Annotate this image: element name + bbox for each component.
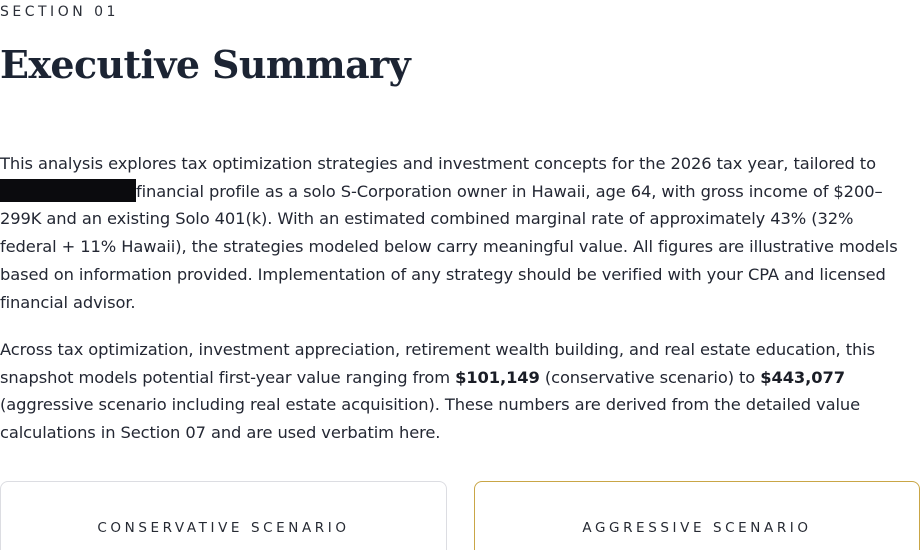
value-text-start: Across tax optimization, investment appreciation, retirement wealth building, and real estate education, this snapshot models potential first-year value ranging from xyxy=(0,340,876,387)
conservative-value: $101,149 xyxy=(455,367,540,387)
aggressive-scenario-card xyxy=(474,481,920,550)
aggressive-value: $443,077 xyxy=(760,367,845,387)
intro-text-start: This analysis explores tax optimization strategies and investment concepts for the 2026 tax year, tailored to xyxy=(0,154,876,173)
intro-paragraph xyxy=(0,150,912,316)
conservative-scenario-label: CONSERVATIVE SCENARIO xyxy=(97,520,350,536)
redacted-name xyxy=(0,179,136,202)
value-text-end: (aggressive scenario including real estate acquisition). These numbers are derived from the detailed value calculations in Section 07 and are used verbatim here. xyxy=(0,395,861,443)
value-paragraph xyxy=(0,336,912,447)
page-title: Executive Summary xyxy=(0,42,411,87)
intro-text-rest: financial profile as a solo S-Corporation owner in Hawaii, age 64, with gross income of $200–299K and an existing Solo 401(k). With an estimated combined marginal rate of approximately 43% (32% federal + 11% Hawaii), the strategies modeled below carry meaningful value. All figures are illustrative models based on information provided. Implementation of any strategy should be verified with your CPA and licensed financial advisor. xyxy=(0,181,898,312)
value-text-middle: (conservative scenario) to xyxy=(539,367,761,387)
aggressive-scenario-label: AGGRESSIVE SCENARIO xyxy=(582,520,812,536)
section-label: SECTION 01 xyxy=(0,4,119,20)
conservative-scenario-card xyxy=(0,481,447,550)
